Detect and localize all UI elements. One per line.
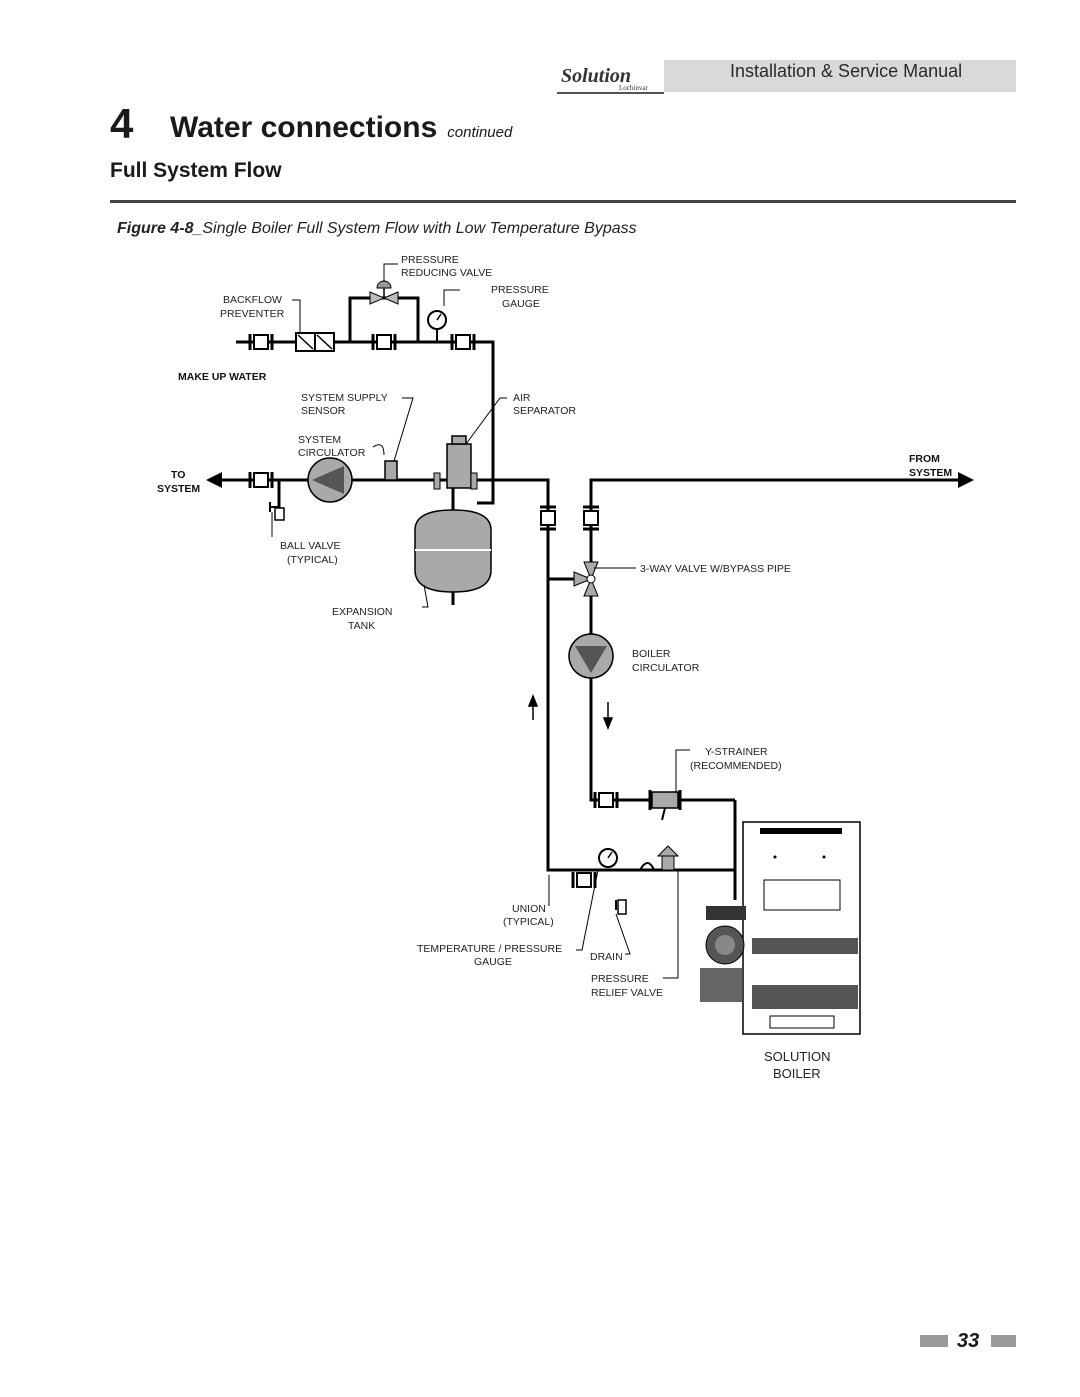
solution-boiler	[700, 822, 860, 1034]
label-sys-circ-2: CIRCULATOR	[298, 447, 366, 459]
label-pressure-gauge-1: PRESSURE	[491, 284, 549, 296]
label-exp-tank-1: EXPANSION	[332, 606, 393, 618]
label-make-up-water: MAKE UP WATER	[178, 371, 267, 383]
label-exp-tank-2: TANK	[348, 620, 376, 632]
label-three-way: 3-WAY VALVE W/BYPASS PIPE	[640, 563, 791, 575]
label-relief-2: RELIEF VALVE	[591, 987, 663, 999]
label-union-2: (TYPICAL)	[503, 916, 554, 928]
return-pipe	[591, 480, 960, 800]
label-ystrainer-2: (RECOMMENDED)	[690, 760, 782, 772]
figure-caption-text: _Single Boiler Full System Flow with Low Temperature Bypass	[193, 220, 637, 237]
y-strainer	[650, 790, 680, 820]
three-way-valve	[574, 562, 598, 596]
label-from-1: FROM	[909, 453, 940, 465]
chapter-number: 4	[110, 100, 134, 147]
label-to-2: SYSTEM	[157, 483, 201, 495]
figure-number: Figure 4-8	[117, 220, 194, 237]
label-boiler-circ-2: CIRCULATOR	[632, 662, 700, 674]
label-ystrainer-1: Y-STRAINER	[705, 746, 768, 758]
supply-sensor	[385, 461, 397, 480]
from-system-arrow	[958, 472, 974, 488]
section-title: Full System Flow	[110, 159, 282, 182]
label-boiler-circ-1: BOILER	[632, 648, 671, 660]
label-temp-gauge-1: TEMPERATURE / PRESSURE	[417, 943, 563, 955]
label-backflow-2: PREVENTER	[220, 308, 285, 320]
footer-bar-left	[920, 1335, 948, 1347]
label-ball-valve-2: (TYPICAL)	[287, 554, 338, 566]
drain-valve	[616, 900, 626, 914]
label-supply-sensor-1: SYSTEM SUPPLY	[301, 392, 388, 404]
label-relief-1: PRESSURE	[591, 973, 649, 985]
label-boiler-2: BOILER	[773, 1066, 821, 1081]
chapter-title-text: Water connections	[170, 111, 438, 144]
to-system-arrow	[206, 472, 222, 488]
chapter-continued: continued	[447, 124, 513, 141]
boiler-circulator	[569, 634, 613, 678]
label-boiler-1: SOLUTION	[764, 1049, 831, 1064]
system-circulator	[308, 458, 352, 502]
label-pressure-reducing-1: PRESSURE	[401, 254, 459, 266]
label-union-1: UNION	[512, 903, 546, 915]
label-backflow-1: BACKFLOW	[223, 294, 282, 306]
pressure-relief-valve	[640, 846, 678, 870]
pressure-reducing-valve	[370, 281, 398, 304]
logo-subtext: Lochinvar	[619, 84, 648, 92]
footer-bar-right	[991, 1335, 1016, 1347]
label-supply-sensor-2: SENSOR	[301, 405, 346, 417]
pressure-gauge	[428, 311, 446, 342]
backflow-preventer	[296, 333, 334, 351]
expansion-tank	[415, 510, 491, 592]
label-air-sep-1: AIR	[513, 392, 531, 404]
label-pressure-reducing-2: REDUCING VALVE	[401, 267, 493, 279]
label-from-2: SYSTEM	[909, 467, 953, 479]
air-separator	[434, 436, 477, 489]
manual-title: Installation & Service Manual	[730, 61, 963, 81]
page-number: 33	[957, 1330, 980, 1352]
temp-pressure-gauge	[599, 849, 617, 867]
label-sys-circ-1: SYSTEM	[298, 434, 342, 446]
label-ball-valve-1: BALL VALVE	[280, 540, 341, 552]
label-air-sep-2: SEPARATOR	[513, 405, 577, 417]
label-to-1: TO	[171, 469, 186, 481]
logo-text: Solution	[561, 65, 632, 87]
label-pressure-gauge-2: GAUGE	[502, 298, 540, 310]
label-temp-gauge-2: GAUGE	[474, 956, 512, 968]
label-drain: DRAIN	[590, 951, 623, 963]
